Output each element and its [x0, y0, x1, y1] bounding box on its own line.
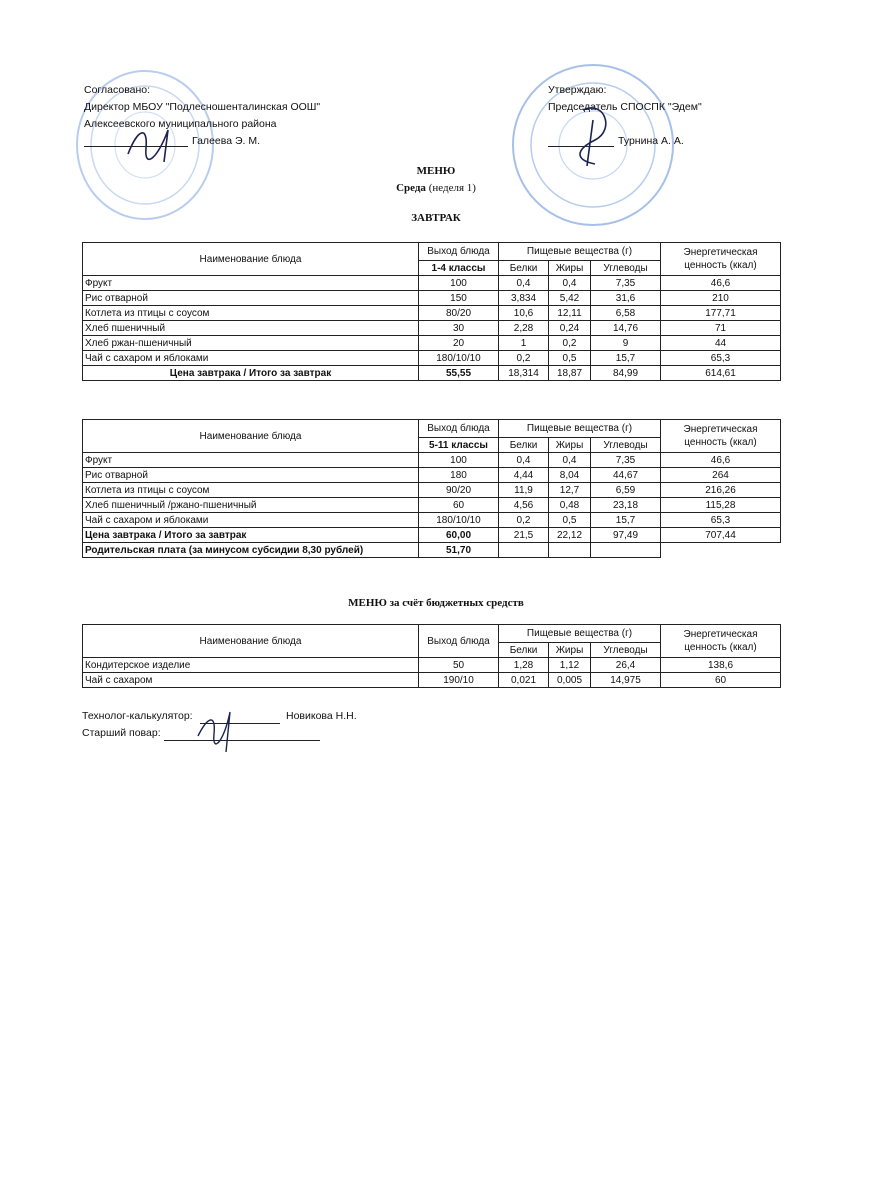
empty-cell — [499, 543, 549, 558]
dish-output: 150 — [419, 291, 499, 306]
dish-output: 100 — [419, 453, 499, 468]
dish-fat: 0,5 — [549, 351, 591, 366]
dish-carbs: 7,35 — [591, 453, 661, 468]
header-dish: Наименование блюда — [83, 625, 419, 658]
total-label: Цена завтрака / Итого за завтрак — [83, 528, 419, 543]
dish-fat: 12,7 — [549, 483, 591, 498]
total-energy: 614,61 — [661, 366, 781, 381]
dish-name: Чай с сахаром и яблоками — [83, 351, 419, 366]
header-energy-line2: ценность (ккал) — [684, 642, 757, 653]
total-row — [83, 366, 781, 381]
dish-output: 20 — [419, 336, 499, 351]
approval-right-name: Турнина А. А. — [618, 135, 684, 147]
header-fat: Жиры — [549, 261, 591, 276]
table-row — [83, 276, 781, 291]
dish-carbs: 14,76 — [591, 321, 661, 336]
empty-cell — [549, 543, 591, 558]
dish-energy: 71 — [661, 321, 781, 336]
header-group: 1-4 классы — [419, 261, 499, 276]
dish-carbs: 6,59 — [591, 483, 661, 498]
header-output: Выход блюда — [419, 420, 499, 438]
approval-left-title: Согласовано: — [84, 84, 151, 96]
parent-fee-label: Родительская плата (за минусом субсидии 8,30 рублей) — [83, 543, 419, 558]
header-nutrients: Пищевые вещества (г) — [499, 420, 661, 438]
dish-protein: 0,2 — [499, 513, 549, 528]
chairman-signature — [565, 100, 625, 170]
table-row — [83, 351, 781, 366]
dish-protein: 0,4 — [499, 453, 549, 468]
header-energy — [661, 243, 781, 276]
dish-protein: 10,6 — [499, 306, 549, 321]
director-signature — [118, 118, 188, 168]
total-row — [83, 528, 781, 543]
dish-output: 180/10/10 — [419, 513, 499, 528]
total-protein: 18,314 — [499, 366, 549, 381]
dish-fat: 12,11 — [549, 306, 591, 321]
header-carbs: Углеводы — [591, 643, 661, 658]
total-energy: 707,44 — [661, 528, 781, 543]
dish-carbs: 14,975 — [591, 673, 661, 688]
table-row — [83, 483, 781, 498]
dish-carbs: 15,7 — [591, 513, 661, 528]
technologist-line — [82, 710, 482, 726]
dish-fat: 0,4 — [549, 276, 591, 291]
dish-carbs: 7,35 — [591, 276, 661, 291]
header-energy-line1: Энергетическая — [683, 247, 758, 258]
dish-protein: 2,28 — [499, 321, 549, 336]
dish-name: Фрукт — [83, 276, 419, 291]
dish-protein: 0,4 — [499, 276, 549, 291]
dish-name: Чай с сахаром — [83, 673, 419, 688]
dish-carbs: 9 — [591, 336, 661, 351]
dish-name: Хлеб пшеничный — [83, 321, 419, 336]
dish-output: 60 — [419, 498, 499, 513]
total-carbs: 97,49 — [591, 528, 661, 543]
dish-energy: 46,6 — [661, 453, 781, 468]
header-nutrients: Пищевые вещества (г) — [499, 625, 661, 643]
header-group: 5-11 классы — [419, 438, 499, 453]
dish-energy: 210 — [661, 291, 781, 306]
dish-name: Рис отварной — [83, 468, 419, 483]
dish-energy: 60 — [661, 673, 781, 688]
table-row — [83, 336, 781, 351]
dish-carbs: 23,18 — [591, 498, 661, 513]
header-dish: Наименование блюда — [83, 420, 419, 453]
total-fat: 18,87 — [549, 366, 591, 381]
budget-menu-title: МЕНЮ за счёт бюджетных средств — [348, 597, 524, 609]
menu-title: МЕНЮ — [416, 165, 456, 177]
dish-energy: 65,3 — [661, 513, 781, 528]
dish-output: 80/20 — [419, 306, 499, 321]
table-row — [83, 658, 781, 673]
budget-table — [82, 624, 781, 688]
dish-protein: 4,56 — [499, 498, 549, 513]
dish-carbs: 6,58 — [591, 306, 661, 321]
dish-fat: 8,04 — [549, 468, 591, 483]
breakfast-table-5-11 — [82, 419, 781, 558]
dish-energy: 44 — [661, 336, 781, 351]
header-protein: Белки — [499, 643, 549, 658]
approval-left-name: Галеева Э. М. — [192, 135, 261, 147]
dish-output: 30 — [419, 321, 499, 336]
dish-name: Котлета из птицы с соусом — [83, 483, 419, 498]
dish-carbs: 26,4 — [591, 658, 661, 673]
table-row — [83, 513, 781, 528]
approval-right-title: Утверждаю: — [548, 84, 607, 96]
header-output: Выход блюда — [419, 625, 499, 658]
dish-output: 50 — [419, 658, 499, 673]
dish-protein: 1 — [499, 336, 549, 351]
dish-fat: 0,24 — [549, 321, 591, 336]
table-row — [83, 673, 781, 688]
header-dish: Наименование блюда — [83, 243, 419, 276]
table-row — [83, 291, 781, 306]
approval-right-position: Председатель СПОСПК "Эдем" — [548, 101, 702, 113]
dish-fat: 0,2 — [549, 336, 591, 351]
table-row — [83, 453, 781, 468]
technologist-name: Новикова Н.Н. — [286, 710, 357, 722]
dish-fat: 0,5 — [549, 513, 591, 528]
header-output: Выход блюда — [419, 243, 499, 261]
dish-energy: 46,6 — [661, 276, 781, 291]
table-row — [83, 498, 781, 513]
dish-name: Кондитерское изделие — [83, 658, 419, 673]
header-energy — [661, 625, 781, 658]
dish-name: Фрукт — [83, 453, 419, 468]
dish-output: 100 — [419, 276, 499, 291]
header-fat: Жиры — [549, 643, 591, 658]
approval-left-position: Директор МБОУ "Подлесношенталинская ООШ" — [84, 101, 321, 113]
dish-energy: 177,71 — [661, 306, 781, 321]
technologist-label: Технолог-калькулятор: — [82, 710, 193, 722]
dish-fat: 0,005 — [549, 673, 591, 688]
dish-energy: 138,6 — [661, 658, 781, 673]
dish-carbs: 15,7 — [591, 351, 661, 366]
header-fat: Жиры — [549, 438, 591, 453]
cook-label: Старший повар: — [82, 727, 161, 739]
dish-name: Хлеб пшеничный /ржано-пшеничный — [83, 498, 419, 513]
dish-output: 90/20 — [419, 483, 499, 498]
dish-energy: 65,3 — [661, 351, 781, 366]
parent-fee-value: 51,70 — [419, 543, 499, 558]
header-energy-line2: ценность (ккал) — [684, 260, 757, 271]
header-protein: Белки — [499, 438, 549, 453]
dish-fat: 1,12 — [549, 658, 591, 673]
header-energy-line2: ценность (ккал) — [684, 437, 757, 448]
dish-carbs: 44,67 — [591, 468, 661, 483]
total-price: 55,55 — [419, 366, 499, 381]
dish-protein: 1,28 — [499, 658, 549, 673]
dish-name: Рис отварной — [83, 291, 419, 306]
menu-day: Среда — [396, 182, 426, 194]
header-energy-line1: Энергетическая — [683, 424, 758, 435]
dish-output: 180 — [419, 468, 499, 483]
header-energy-line1: Энергетическая — [683, 629, 758, 640]
header-carbs: Углеводы — [591, 438, 661, 453]
dish-energy: 115,28 — [661, 498, 781, 513]
parent-fee-row — [83, 543, 781, 558]
menu-week: (неделя 1) — [428, 182, 476, 194]
total-fat: 22,12 — [549, 528, 591, 543]
meal-title: ЗАВТРАК — [411, 212, 461, 224]
dish-protein: 4,44 — [499, 468, 549, 483]
dish-protein: 3,834 — [499, 291, 549, 306]
header-protein: Белки — [499, 261, 549, 276]
dish-name: Котлета из птицы с соусом — [83, 306, 419, 321]
total-price: 60,00 — [419, 528, 499, 543]
dish-output: 180/10/10 — [419, 351, 499, 366]
empty-cell — [661, 543, 781, 558]
dish-fat: 0,48 — [549, 498, 591, 513]
dish-protein: 0,2 — [499, 351, 549, 366]
dish-protein: 11,9 — [499, 483, 549, 498]
header-nutrients: Пищевые вещества (г) — [499, 243, 661, 261]
menu-day-line — [0, 182, 872, 194]
table-row — [83, 306, 781, 321]
table-row — [83, 468, 781, 483]
dish-name: Хлеб ржан-пшеничный — [83, 336, 419, 351]
dish-output: 190/10 — [419, 673, 499, 688]
dish-name: Чай с сахаром и яблоками — [83, 513, 419, 528]
total-protein: 21,5 — [499, 528, 549, 543]
technologist-signature — [190, 696, 250, 756]
approval-left-district: Алексеевского муниципального района — [84, 118, 277, 130]
dish-carbs: 31,6 — [591, 291, 661, 306]
dish-fat: 5,42 — [549, 291, 591, 306]
dish-energy: 264 — [661, 468, 781, 483]
table-row — [83, 321, 781, 336]
dish-protein: 0,021 — [499, 673, 549, 688]
empty-cell — [591, 543, 661, 558]
total-label: Цена завтрака / Итого за завтрак — [83, 366, 419, 381]
cook-line — [82, 727, 482, 743]
header-carbs: Углеводы — [591, 261, 661, 276]
dish-fat: 0,4 — [549, 453, 591, 468]
breakfast-table-1-4 — [82, 242, 781, 381]
dish-energy: 216,26 — [661, 483, 781, 498]
total-carbs: 84,99 — [591, 366, 661, 381]
header-energy — [661, 420, 781, 453]
